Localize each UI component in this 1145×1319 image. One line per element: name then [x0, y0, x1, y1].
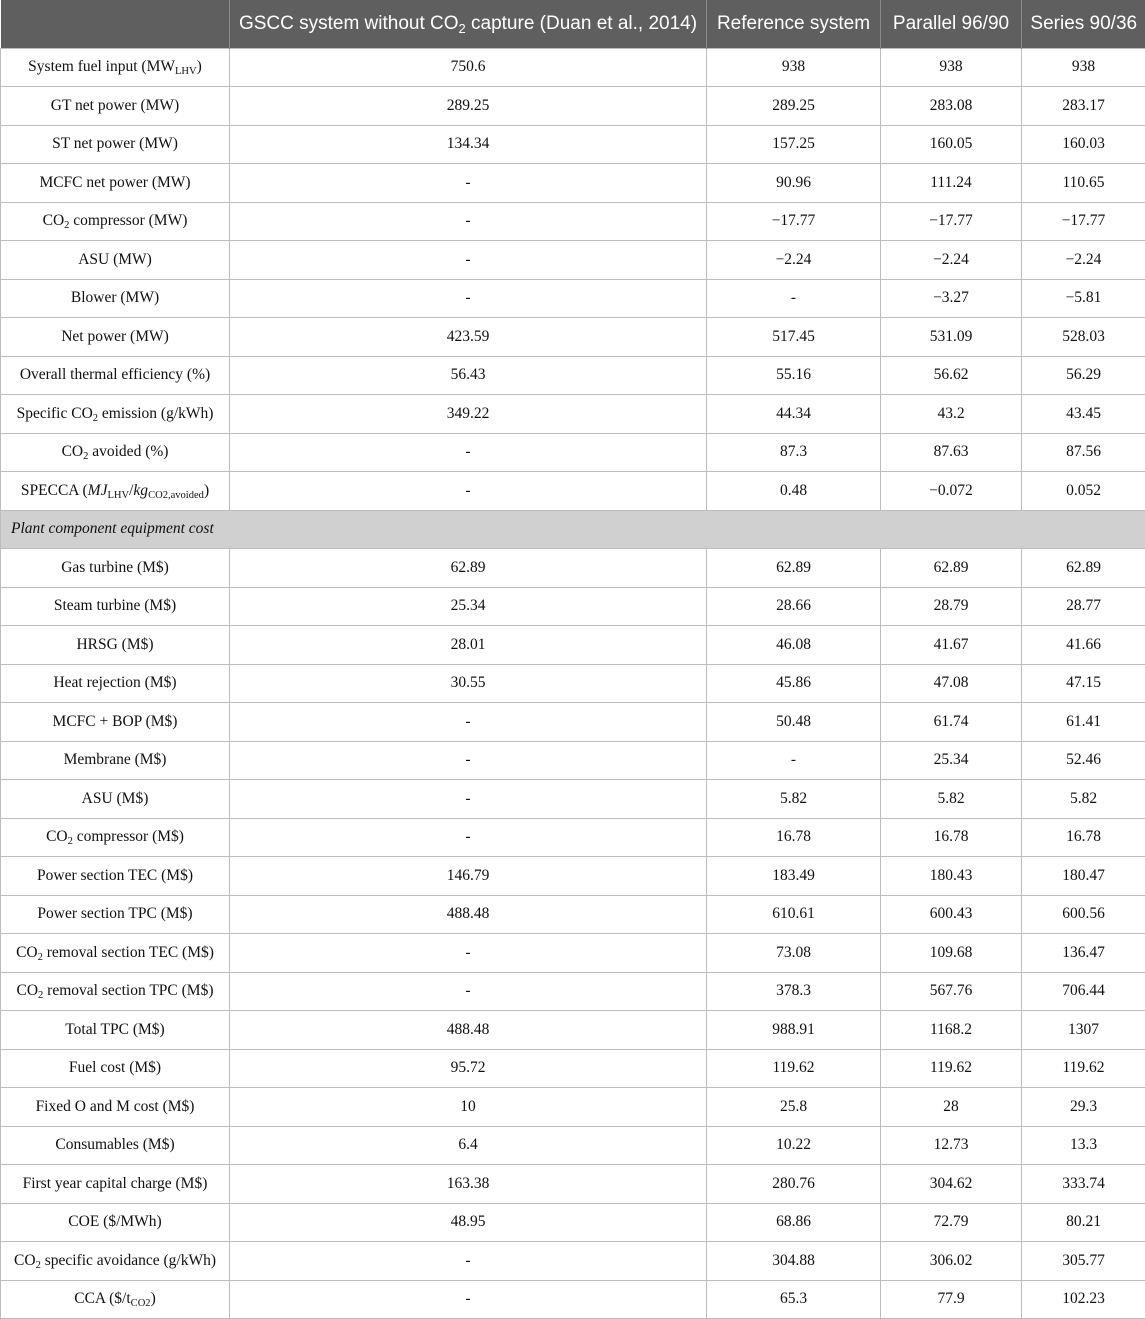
row-label: $CO_2$ compressor (M$)	[1, 818, 230, 857]
cell-reference: 73.08	[707, 934, 881, 973]
cell-series: −5.81	[1022, 279, 1145, 318]
cell-gscc: 56.43	[230, 356, 707, 395]
row-label: Fixed O and M cost (M$)	[1, 1088, 230, 1127]
section-empty	[230, 510, 707, 549]
cell-reference: −17.77	[707, 202, 881, 241]
cell-parallel: 12.73	[881, 1126, 1022, 1165]
cell-gscc: 30.55	[230, 664, 707, 703]
cell-parallel: 72.79	[881, 1203, 1022, 1242]
table-row	[1, 664, 1145, 703]
cell-gscc: -	[230, 279, 707, 318]
cell-parallel: 160.05	[881, 125, 1022, 164]
cell-series: 13.3	[1022, 1126, 1145, 1165]
cell-series: 180.47	[1022, 857, 1145, 896]
cell-reference: 28.66	[707, 587, 881, 626]
row-label: Consumables (M$)	[1, 1126, 230, 1165]
cell-series: −2.24	[1022, 241, 1145, 280]
cell-reference: 610.61	[707, 895, 881, 934]
table-row	[1, 972, 1145, 1011]
table-row	[1, 1280, 1145, 1319]
table-row	[1, 1049, 1145, 1088]
cell-series: 283.17	[1022, 87, 1145, 126]
cell-parallel: 109.68	[881, 934, 1022, 973]
row-label: MCFC net power (MW)	[1, 164, 230, 203]
cell-gscc: 95.72	[230, 1049, 707, 1088]
table-row	[1, 934, 1145, 973]
cell-parallel: 111.24	[881, 164, 1022, 203]
table-row	[1, 1165, 1145, 1204]
cell-parallel: −0.072	[881, 472, 1022, 511]
table-row	[1, 241, 1145, 280]
cell-gscc: 349.22	[230, 395, 707, 434]
cell-gscc: 48.95	[230, 1203, 707, 1242]
cell-parallel: 16.78	[881, 818, 1022, 857]
cell-reference: 304.88	[707, 1242, 881, 1281]
cell-parallel: 119.62	[881, 1049, 1022, 1088]
cell-reference: 988.91	[707, 1011, 881, 1050]
table-row	[1, 857, 1145, 896]
row-label: Gas turbine (M$)	[1, 549, 230, 588]
row-label: $CO_2$ specific avoidance (g/kWh)	[1, 1242, 230, 1281]
cell-reference: 16.78	[707, 818, 881, 857]
table-row	[1, 202, 1145, 241]
row-label: ST net power (MW)	[1, 125, 230, 164]
cell-series: 41.66	[1022, 626, 1145, 665]
table-row	[1, 125, 1145, 164]
cell-gscc: -	[230, 472, 707, 511]
cell-gscc: 62.89	[230, 549, 707, 588]
header-series-90-36: Series 90/36	[1022, 0, 1145, 48]
table-row	[1, 1242, 1145, 1281]
cell-parallel: −2.24	[881, 241, 1022, 280]
cell-parallel: 56.62	[881, 356, 1022, 395]
cell-series: 938	[1022, 48, 1145, 87]
cell-reference: 0.48	[707, 472, 881, 511]
cell-parallel: 77.9	[881, 1280, 1022, 1319]
row-label: Membrane (M$)	[1, 741, 230, 780]
table-row	[1, 1011, 1145, 1050]
row-label: COE ($/MWh)	[1, 1203, 230, 1242]
cell-gscc: 146.79	[230, 857, 707, 896]
section-row	[1, 510, 1145, 549]
table-row	[1, 164, 1145, 203]
cell-gscc: -	[230, 202, 707, 241]
table-row	[1, 895, 1145, 934]
row-label: Total TPC (M$)	[1, 1011, 230, 1050]
table-row	[1, 626, 1145, 665]
cell-parallel: 1168.2	[881, 1011, 1022, 1050]
table-row	[1, 356, 1145, 395]
cell-parallel: 47.08	[881, 664, 1022, 703]
cell-reference: 157.25	[707, 125, 881, 164]
cell-gscc: 28.01	[230, 626, 707, 665]
cell-series: 102.23	[1022, 1280, 1145, 1319]
cell-series: 136.47	[1022, 934, 1145, 973]
cell-gscc: 289.25	[230, 87, 707, 126]
row-label: First year capital charge (M$)	[1, 1165, 230, 1204]
cell-series: −17.77	[1022, 202, 1145, 241]
cell-reference: 90.96	[707, 164, 881, 203]
cell-gscc: -	[230, 703, 707, 742]
cell-reference: 25.8	[707, 1088, 881, 1127]
row-label: ASU (MW)	[1, 241, 230, 280]
cell-reference: -	[707, 279, 881, 318]
cell-gscc: -	[230, 934, 707, 973]
cell-series: 0.052	[1022, 472, 1145, 511]
cell-reference: 938	[707, 48, 881, 87]
table-row	[1, 433, 1145, 472]
cell-reference: 55.16	[707, 356, 881, 395]
cell-reference: 10.22	[707, 1126, 881, 1165]
cell-series: 5.82	[1022, 780, 1145, 819]
table-row	[1, 1126, 1145, 1165]
row-label: SPECCA $(MJ_{LHV}/kg_{CO2,avoided})$	[1, 472, 230, 511]
cell-reference: 119.62	[707, 1049, 881, 1088]
row-label: GT net power (MW)	[1, 87, 230, 126]
cell-reference: −2.24	[707, 241, 881, 280]
cell-parallel: 41.67	[881, 626, 1022, 665]
cell-parallel: 567.76	[881, 972, 1022, 1011]
cell-parallel: 28.79	[881, 587, 1022, 626]
cell-gscc: 488.48	[230, 1011, 707, 1050]
row-label: HRSG (M$)	[1, 626, 230, 665]
cell-gscc: -	[230, 1242, 707, 1281]
cell-parallel: 87.63	[881, 433, 1022, 472]
cell-reference: 289.25	[707, 87, 881, 126]
cell-gscc: -	[230, 818, 707, 857]
cell-series: 56.29	[1022, 356, 1145, 395]
row-label: Fuel cost (M$)	[1, 1049, 230, 1088]
cell-series: 119.62	[1022, 1049, 1145, 1088]
cell-parallel: 306.02	[881, 1242, 1022, 1281]
cell-gscc: -	[230, 780, 707, 819]
cell-reference: 68.86	[707, 1203, 881, 1242]
cell-gscc: -	[230, 1280, 707, 1319]
cell-gscc: 750.6	[230, 48, 707, 87]
row-label: ASU (M$)	[1, 780, 230, 819]
cell-gscc: -	[230, 433, 707, 472]
cell-series: 333.74	[1022, 1165, 1145, 1204]
section-label: Plant component equipment cost	[1, 510, 230, 549]
cell-parallel: 61.74	[881, 703, 1022, 742]
cell-series: 62.89	[1022, 549, 1145, 588]
cell-parallel: 62.89	[881, 549, 1022, 588]
cell-reference: 62.89	[707, 549, 881, 588]
header-gscc-system: GSCC system without $CO_2$ capture (Duan et al., 2014)	[230, 0, 707, 48]
table-row	[1, 549, 1145, 588]
cell-reference: 378.3	[707, 972, 881, 1011]
table-row	[1, 741, 1145, 780]
table-row	[1, 395, 1145, 434]
cell-series: 528.03	[1022, 318, 1145, 357]
cell-gscc: 25.34	[230, 587, 707, 626]
header-reference-system: Reference system	[707, 0, 881, 48]
section-empty	[1022, 510, 1145, 549]
table-row	[1, 1088, 1145, 1127]
cell-reference: 50.48	[707, 703, 881, 742]
cell-reference: 280.76	[707, 1165, 881, 1204]
row-label: Overall thermal efficiency (%)	[1, 356, 230, 395]
cell-reference: 517.45	[707, 318, 881, 357]
cell-gscc: -	[230, 164, 707, 203]
cell-parallel: 304.62	[881, 1165, 1022, 1204]
cell-series: 47.15	[1022, 664, 1145, 703]
row-label: Steam turbine (M$)	[1, 587, 230, 626]
cell-parallel: 938	[881, 48, 1022, 87]
table-row	[1, 318, 1145, 357]
section-empty	[707, 510, 881, 549]
cell-series: 110.65	[1022, 164, 1145, 203]
cell-parallel: 5.82	[881, 780, 1022, 819]
cell-parallel: 531.09	[881, 318, 1022, 357]
cell-series: 87.56	[1022, 433, 1145, 472]
cell-parallel: 600.43	[881, 895, 1022, 934]
header-row	[1, 0, 1145, 48]
table-row	[1, 48, 1145, 87]
cell-reference: -	[707, 741, 881, 780]
row-label: Blower (MW)	[1, 279, 230, 318]
header-parallel-96-90: Parallel 96/90	[881, 0, 1022, 48]
cell-parallel: 25.34	[881, 741, 1022, 780]
cell-parallel: 180.43	[881, 857, 1022, 896]
cell-series: 16.78	[1022, 818, 1145, 857]
cell-series: 305.77	[1022, 1242, 1145, 1281]
row-label: Net power (MW)	[1, 318, 230, 357]
cell-gscc: 163.38	[230, 1165, 707, 1204]
cell-gscc: 134.34	[230, 125, 707, 164]
table-row	[1, 703, 1145, 742]
section-empty	[881, 510, 1022, 549]
cell-series: 160.03	[1022, 125, 1145, 164]
cell-gscc: -	[230, 972, 707, 1011]
cell-gscc: 10	[230, 1088, 707, 1127]
cell-reference: 45.86	[707, 664, 881, 703]
table-row	[1, 587, 1145, 626]
cell-series: 28.77	[1022, 587, 1145, 626]
cell-gscc: -	[230, 741, 707, 780]
row-label: $CO_2$ compressor (MW)	[1, 202, 230, 241]
cell-reference: 183.49	[707, 857, 881, 896]
row-label: Power section TEC (M$)	[1, 857, 230, 896]
cell-parallel: 283.08	[881, 87, 1022, 126]
cell-reference: 87.3	[707, 433, 881, 472]
cell-gscc: -	[230, 241, 707, 280]
cell-series: 43.45	[1022, 395, 1145, 434]
cell-reference: 5.82	[707, 780, 881, 819]
cell-gscc: 6.4	[230, 1126, 707, 1165]
cell-reference: 46.08	[707, 626, 881, 665]
row-label: Heat rejection (M$)	[1, 664, 230, 703]
table-row	[1, 472, 1145, 511]
table-row	[1, 818, 1145, 857]
cell-gscc: 423.59	[230, 318, 707, 357]
cell-parallel: −17.77	[881, 202, 1022, 241]
table-row	[1, 780, 1145, 819]
table-row	[1, 1203, 1145, 1242]
row-label: CCA $(\$/t_{CO2})$	[1, 1280, 230, 1319]
cell-series: 61.41	[1022, 703, 1145, 742]
table-row	[1, 87, 1145, 126]
row-label: $CO_2$ removal section TPC (M$)	[1, 972, 230, 1011]
cell-gscc: 488.48	[230, 895, 707, 934]
cell-reference: 65.3	[707, 1280, 881, 1319]
cell-series: 80.21	[1022, 1203, 1145, 1242]
table-row	[1, 279, 1145, 318]
row-label: Power section TPC (M$)	[1, 895, 230, 934]
cell-series: 52.46	[1022, 741, 1145, 780]
cell-series: 600.56	[1022, 895, 1145, 934]
cell-reference: 44.34	[707, 395, 881, 434]
header-empty	[1, 0, 230, 48]
cell-parallel: 28	[881, 1088, 1022, 1127]
row-label: Specific $CO_2$ emission (g/kWh)	[1, 395, 230, 434]
row-label: MCFC + BOP (M$)	[1, 703, 230, 742]
cell-series: 706.44	[1022, 972, 1145, 1011]
cell-parallel: −3.27	[881, 279, 1022, 318]
cell-series: 1307	[1022, 1011, 1145, 1050]
row-label: System fuel input $(MW_{LHV})$	[1, 48, 230, 87]
cell-parallel: 43.2	[881, 395, 1022, 434]
cell-series: 29.3	[1022, 1088, 1145, 1127]
row-label: $CO_2$ avoided (%)	[1, 433, 230, 472]
row-label: $CO_2$ removal section TEC (M$)	[1, 934, 230, 973]
